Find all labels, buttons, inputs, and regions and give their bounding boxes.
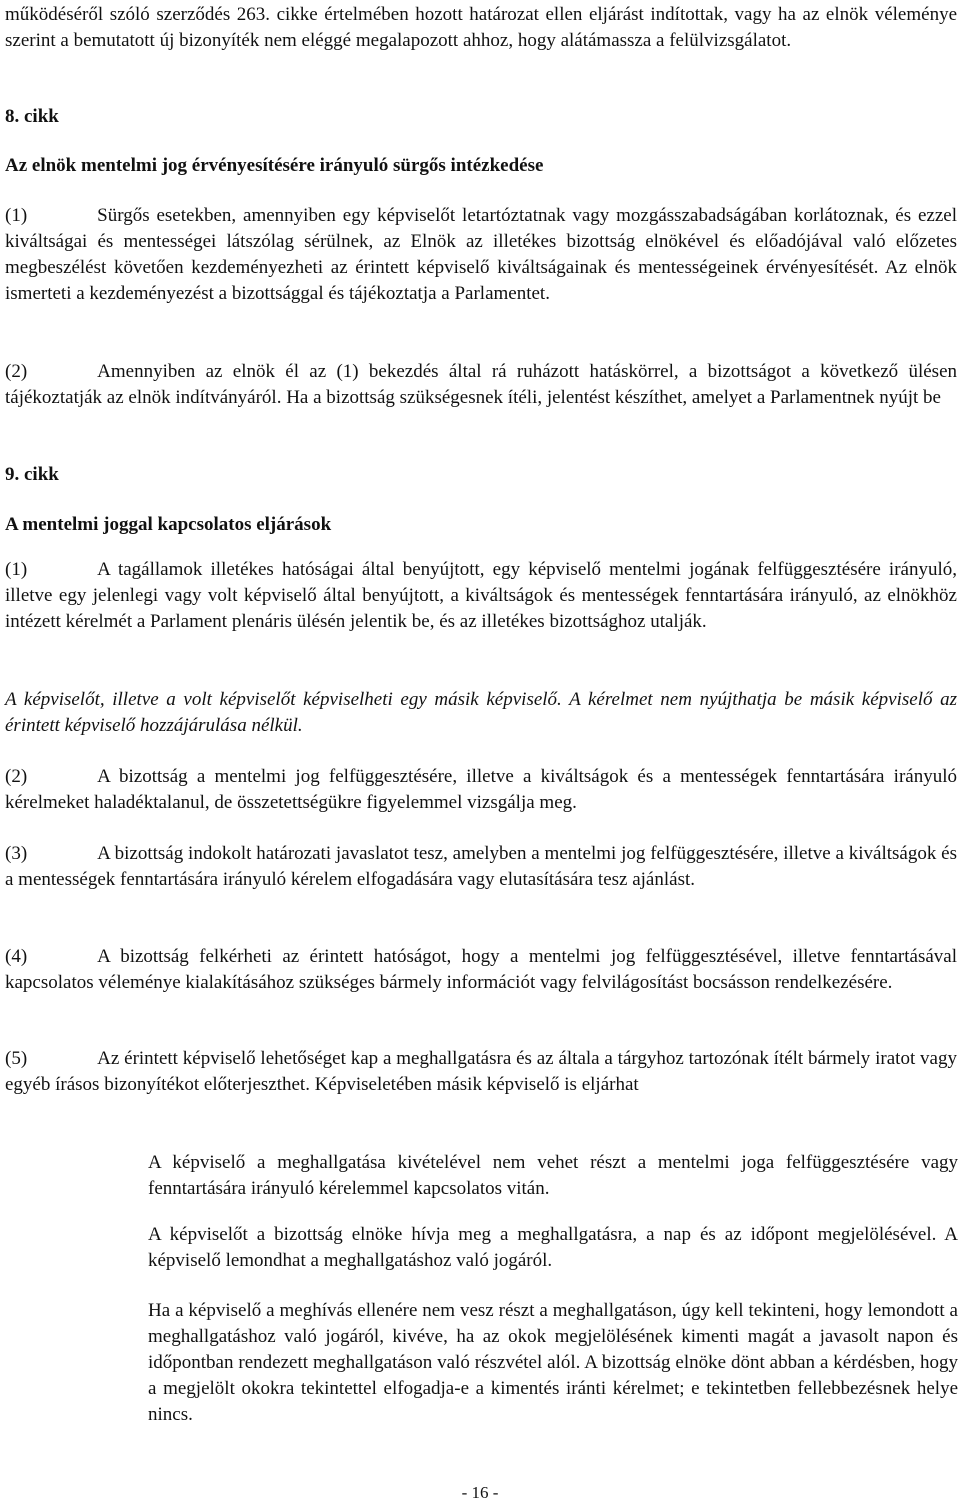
- paragraph-text: A tagállamok illetékes hatóságai által benyújtott, egy képviselő mentelmi jogának felfüggesztésére irányuló, illetve egy jelenlegi vagy volt képviselő által benyújtott, a kiváltságok és mentességek fenntartására irányuló, az elnökhöz intézett kérelmét a Parlament plenáris ülésén jelentik be, és az illetékes bizottsághoz utalják.: [5, 559, 957, 632]
- paragraph-text: Az érintett képviselő lehetőséget kap a meghallgatásra és az általa a tárgyhoz tartozónak ítélt bármely iratot vagy egyéb írásos bizonyítékot előterjeszthet. Képviseletében másik képviselő is eljárhat: [5, 1048, 957, 1095]
- article-9-paragraph-1: [5, 557, 957, 635]
- article-8-paragraph-2: [5, 359, 957, 411]
- article-9-paragraph-4: [5, 944, 957, 996]
- page-number: - 16 -: [461, 1483, 499, 1502]
- paragraph-text: Amennyiben az elnök él az (1) bekezdés által rá ruházott hatáskörrel, a bizottságot a következő ülésen tájékoztatják az elnök indítványáról. Ha a bizottság szükségesnek ítéli, jelentést készíthet, amelyet a Parlamentnek nyújt be: [5, 361, 957, 408]
- article-9-italic-note: A képviselőt, illetve a volt képviselőt képviselheti egy másik képviselő. A kérelmet nem nyújthatja be másik képviselő az érintett képviselő hozzájárulása nélkül.: [5, 689, 957, 736]
- paragraph-number: (2): [5, 766, 28, 787]
- paragraph-text: A bizottság indokolt határozati javaslatot tesz, amelyben a mentelmi jog felfüggesztésére, illetve a kiváltságok és a mentességek fenntartására irányuló kérelem elfogadására vagy elutasítására tesz ajánlást.: [5, 843, 957, 890]
- paragraph-number: (1): [5, 205, 28, 226]
- paragraph-number: (2): [5, 361, 28, 382]
- article-9-indented-2: A képviselőt a bizottság elnöke hívja meg a meghallgatásra, a nap és az időpont megjelölésével. A képviselő lemondhat a meghallgatáshoz való jogáról.: [148, 1224, 958, 1271]
- paragraph-number: (1): [5, 559, 28, 580]
- paragraph-number: (3): [5, 843, 28, 864]
- article-9-indented-3: Ha a képviselő a meghívás ellenére nem vesz részt a meghallgatáson, úgy kell tekinteni, hogy lemondott a meghallgatáshoz való jogáról, kivéve, ha az okok megjelölésének kimenti magát a javasolt napon és időpontban rendezett meghallgatáson való részvétel alól. A bizottság elnöke dönt abban a kérdésben, hogy a megjelölt okokra tekintettel elfogadja-e a kimentés iránti kérelmet; e tekintetben fellebbezésnek helye nincs.: [148, 1300, 958, 1425]
- intro-paragraph: működéséről szóló szerződés 263. cikke értelmében hozott határozat ellen eljárást indítottak, vagy ha az elnök véleménye szerint a bemutatott új bizonyíték nem eléggé megalapozott ahhoz, hogy alátámassza a felülvizsgálatot.: [5, 4, 957, 51]
- article-9-paragraph-5: [5, 1046, 957, 1098]
- paragraph-number: (4): [5, 946, 28, 967]
- article-9-number: 9. cikk: [5, 464, 59, 485]
- article-8-number: 8. cikk: [5, 106, 59, 127]
- article-9-paragraph-3: [5, 841, 957, 893]
- paragraph-text: Sürgős esetekben, amennyiben egy képviselőt letartóztatnak vagy mozgásszabadságában korlátoznak, és ezzel kiváltságai és mentességei látszólag sérülnek, az Elnök az illetékes bizottság elnökével és előadójával való előzetes megbeszélést követően kezdeményezheti az érintett képviselő kiváltságainak és mentességeinek érvényesítését. Az elnök ismerteti a kezdeményezést a bizottsággal és tájékoztatja a Parlamentet.: [5, 205, 957, 304]
- paragraph-number: (5): [5, 1048, 28, 1069]
- article-8-paragraph-1: [5, 203, 957, 307]
- paragraph-text: A bizottság felkérheti az érintett hatóságot, hogy a mentelmi jog felfüggesztésével, illetve fenntartásával kapcsolatos véleménye kialakításához szükséges bármely információt vagy felvilágosítást bocsásson rendelkezésére.: [5, 946, 957, 993]
- article-9-paragraph-2: [5, 764, 957, 816]
- article-9-title: A mentelmi joggal kapcsolatos eljárások: [5, 514, 332, 535]
- article-9-indented-1: A képviselő a meghallgatása kivételével nem vehet részt a mentelmi joga felfüggesztésére vagy fenntartására irányuló kérelemmel kapcsolatos vitán.: [148, 1152, 958, 1199]
- article-8-title: Az elnök mentelmi jog érvényesítésére irányuló sürgős intézkedése: [5, 155, 544, 176]
- paragraph-text: A bizottság a mentelmi jog felfüggesztésére, illetve a kiváltságok és a mentességek fenntartására irányuló kérelmeket haladéktalanul, de összetettségükre figyelemmel vizsgálja meg.: [5, 766, 957, 813]
